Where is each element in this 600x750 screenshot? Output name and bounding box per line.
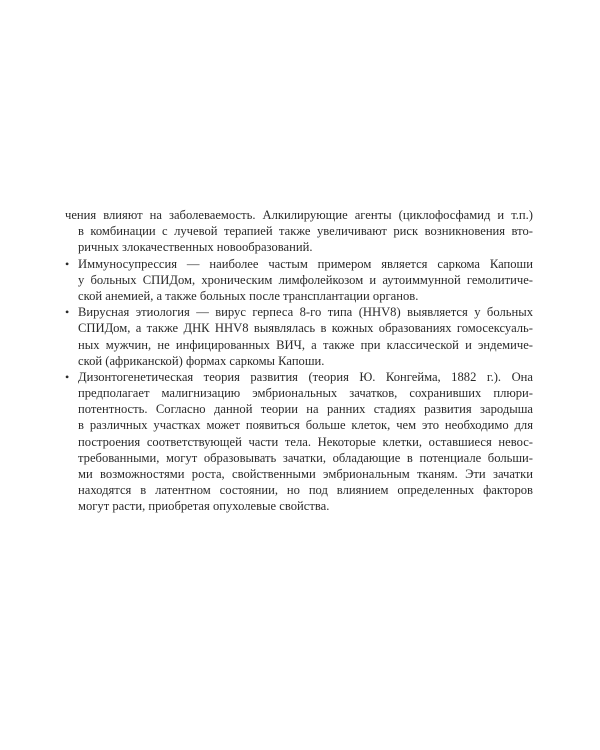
bullet-line — [65, 369, 533, 385]
text-line: Вирусная этиология — вирус герпеса 8-го типа (HHV8) выявляется у больных — [78, 305, 533, 320]
text-line: ской анемией, а также больных после трансплантации органов. — [78, 288, 419, 303]
text-line: ми возможностями роста, свойственными эмбриональным тканям. Эти зачатки — [78, 467, 533, 481]
text-line: у больных СПИДом, хроническим лимфолейкозом и аутоиммунной гемолитиче- — [78, 272, 533, 287]
continuation-paragraph — [65, 207, 533, 256]
bullet-item-viral-etiology — [65, 304, 533, 369]
bullet-icon: • — [65, 369, 70, 384]
text-line: чения влияют на заболеваемость. Алкилирующие агенты (циклофосфамид и т.п.) — [65, 208, 533, 222]
bullet-line — [65, 256, 533, 272]
text-line: могут расти, приобретая опухолевые свойства. — [78, 499, 330, 514]
text-line: предполагает малигнизацию эмбриональных зачатков, сохранивших плюри- — [78, 386, 533, 401]
text-line: ных мужчин, не инфицированных ВИЧ, а также при классической и эндемиче- — [78, 337, 533, 352]
bullet-icon: • — [65, 305, 70, 320]
bullet-item-immunosuppression — [65, 256, 533, 305]
bullet-item-dysontogenetic-theory — [65, 369, 533, 515]
text-line: Дизонтогенетическая теория развития (теория Ю. Конгейма, 1882 г.). Она — [78, 369, 533, 384]
bullet-icon: • — [65, 256, 70, 271]
bullet-line — [65, 304, 533, 320]
text-line: СПИДом, а также ДНК HHV8 выявлялась в кожных образованиях гомосексуаль- — [78, 321, 533, 336]
text-line: ской (африканской) формах саркомы Капоши. — [78, 353, 325, 368]
text-line: построения соответствующей части тела. Некоторые клетки, оставшиеся невос- — [78, 434, 533, 449]
text-line: требованными, могут образовывать зачатки, обладающие в потенциале больши- — [78, 450, 533, 465]
text-line: находятся в латентном состоянии, но под влиянием определенных факторов — [78, 483, 533, 498]
text-line: ричных злокачественных новообразований. — [78, 240, 313, 255]
text-line: в различных участках может появиться больше клеток, чем это необходимо для — [78, 418, 533, 433]
text-line: в комбинации с лучевой терапией также увеличивают риск возникновения вто- — [78, 224, 533, 239]
text-line: Иммуносупрессия — наиболее частым примером является саркома Капоши — [78, 256, 533, 271]
text-line: потентность. Согласно данной теории на ранних стадиях развития зародыша — [78, 402, 533, 417]
body-text — [65, 207, 533, 515]
